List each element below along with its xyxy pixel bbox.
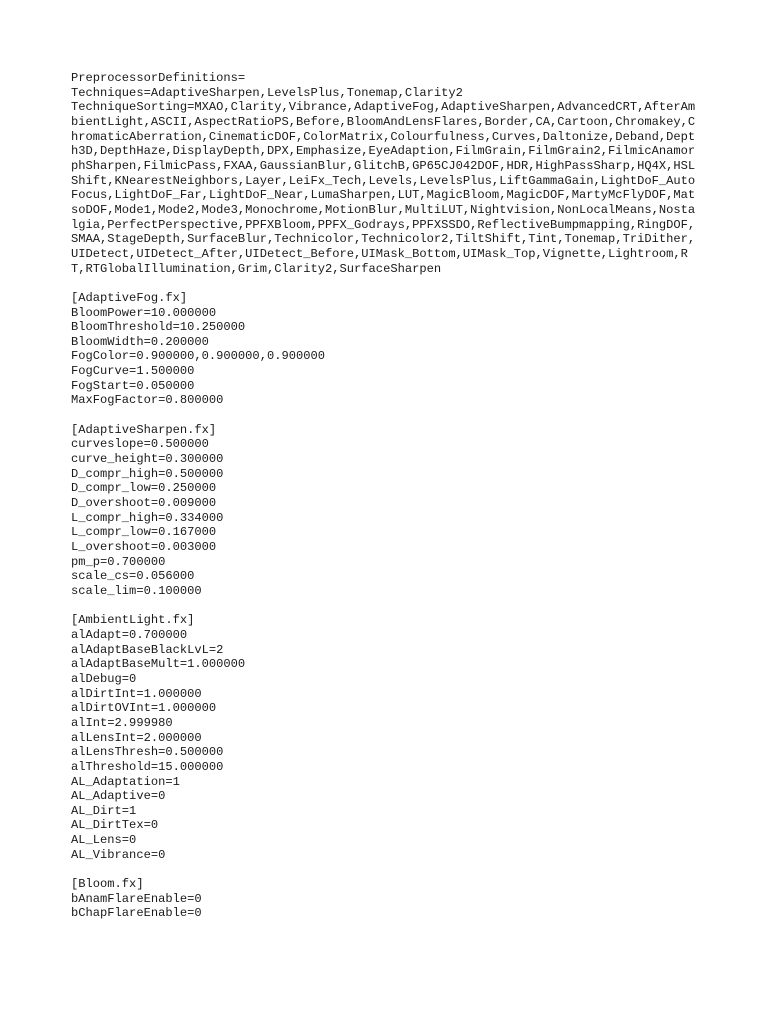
setting-line: FogStart=0.050000 — [71, 378, 195, 393]
setting-line: scale_cs=0.056000 — [71, 569, 195, 584]
section-bloom — [71, 877, 699, 921]
setting-line: alDirtOVInt=1.000000 — [71, 701, 217, 716]
setting-line: alLensThresh=0.500000 — [71, 745, 224, 760]
setting-line: curve_height=0.300000 — [71, 452, 224, 467]
blank-line — [71, 862, 699, 877]
setting-line: AL_Lens=0 — [71, 833, 137, 848]
setting-line: AL_Dirt=1 — [71, 803, 137, 818]
setting-line: bAnamFlareEnable=0 — [71, 891, 202, 906]
setting-line: BloomThreshold=10.250000 — [71, 320, 246, 335]
setting-line: D_compr_high=0.500000 — [71, 466, 224, 481]
setting-line: bChapFlareEnable=0 — [71, 906, 202, 921]
setting-line: L_compr_high=0.334000 — [71, 510, 224, 525]
setting-line: pm_p=0.700000 — [71, 554, 166, 569]
setting-line: alDebug=0 — [71, 671, 137, 686]
section-header: [AdaptiveSharpen.fx] — [71, 422, 217, 437]
section-ambientlight — [71, 613, 699, 862]
setting-line: alInt=2.999980 — [71, 715, 173, 730]
setting-line: D_compr_low=0.250000 — [71, 481, 217, 496]
setting-line: L_compr_low=0.167000 — [71, 525, 217, 540]
section-adaptivesharpen — [71, 423, 699, 599]
section-header: [AdaptiveFog.fx] — [71, 290, 188, 305]
setting-line: alLensInt=2.000000 — [71, 730, 202, 745]
setting-line: FogCurve=1.500000 — [71, 364, 195, 379]
section-header: [AmbientLight.fx] — [71, 613, 195, 628]
setting-line: L_overshoot=0.003000 — [71, 540, 217, 554]
setting-line: MaxFogFactor=0.800000 — [71, 393, 224, 408]
setting-line: alAdapt=0.700000 — [71, 627, 188, 642]
section-header: [Bloom.fx] — [71, 877, 144, 892]
setting-line: alDirtInt=1.000000 — [71, 686, 202, 701]
section-adaptivefog — [71, 291, 699, 408]
techniques-line: Techniques=AdaptiveSharpen,LevelsPlus,Tonemap,Clarity2 — [71, 85, 463, 100]
setting-line: D_overshoot=0.009000 — [71, 496, 217, 511]
blank-line — [71, 599, 699, 614]
setting-line: BloomPower=10.000000 — [71, 305, 217, 320]
setting-line: curveslope=0.500000 — [71, 437, 209, 452]
blank-line — [71, 276, 699, 291]
setting-line: alThreshold=15.000000 — [71, 759, 224, 774]
setting-line: scale_lim=0.100000 — [71, 583, 202, 598]
preprocessor-definitions-line: PreprocessorDefinitions= — [71, 71, 246, 85]
setting-line: AL_Adaptive=0 — [71, 789, 166, 804]
setting-line: alAdaptBaseMult=1.000000 — [71, 657, 246, 672]
setting-line: AL_DirtTex=0 — [71, 818, 159, 833]
setting-line: BloomWidth=0.200000 — [71, 334, 209, 349]
ini-document — [71, 71, 699, 921]
setting-line: FogColor=0.900000,0.900000,0.900000 — [71, 349, 326, 364]
technique-sorting-line: TechniqueSorting=MXAO,Clarity,Vibrance,AdaptiveFog,AdaptiveSharpen,AdvancedCRT,AfterAmbientLight,ASCII,AspectRatioPS,Before,BloomAndLensFlares,Border,CA,Cartoon,Chromakey,ChromaticAberration,CinematicDOF,ColorMatrix,Colourfulness,Curves,Daltonize,Deband,Depth3D,DepthHaze,DisplayDepth,DPX,Emphasize,EyeAdaption,FilmGrain,FilmGrain2,FilmicAnamorphSharpen,FilmicPass,FXAA,GaussianBlur,GlitchB,GP65CJ042DOF,HDR,HighPassSharp,HQ4X,HSLShift,KNearestNeighbors,Layer,LeiFx_Tech,Levels,LevelsPlus,LiftGammaGain,LightDoF_AutoFocus,LightDoF_Far,LightDoF_Near,LumaSharpen,LUT,MagicBloom,MagicDOF,MartyMcFlyDOF,MatsoDOF,Mode1,Mode2,Mode3,Monochrome,MotionBlur,MultiLUT,Nightvision,NonLocalMeans,Nostalgia,PerfectPerspective,PPFXBloom,PPFX_Godrays,PPFXSSDO,ReflectiveBumpmapping,RingDOF,SMAA,StageDepth,SurfaceBlur,Technicolor,Technicolor2,TiltShift,Tint,Tonemap,TriDither,UIDetect,UIDetect_After,UIDetect_Before,UIMask_Bottom,UIMask_Top,Vignette,Lightroom,RT,RTGlobalIllumination,Grim,Clarity2,SurfaceSharpen — [71, 100, 696, 276]
setting-line: AL_Adaptation=1 — [71, 774, 180, 789]
blank-line — [71, 408, 699, 423]
setting-line: alAdaptBaseBlackLvL=2 — [71, 642, 224, 657]
setting-line: AL_Vibrance=0 — [71, 847, 166, 862]
